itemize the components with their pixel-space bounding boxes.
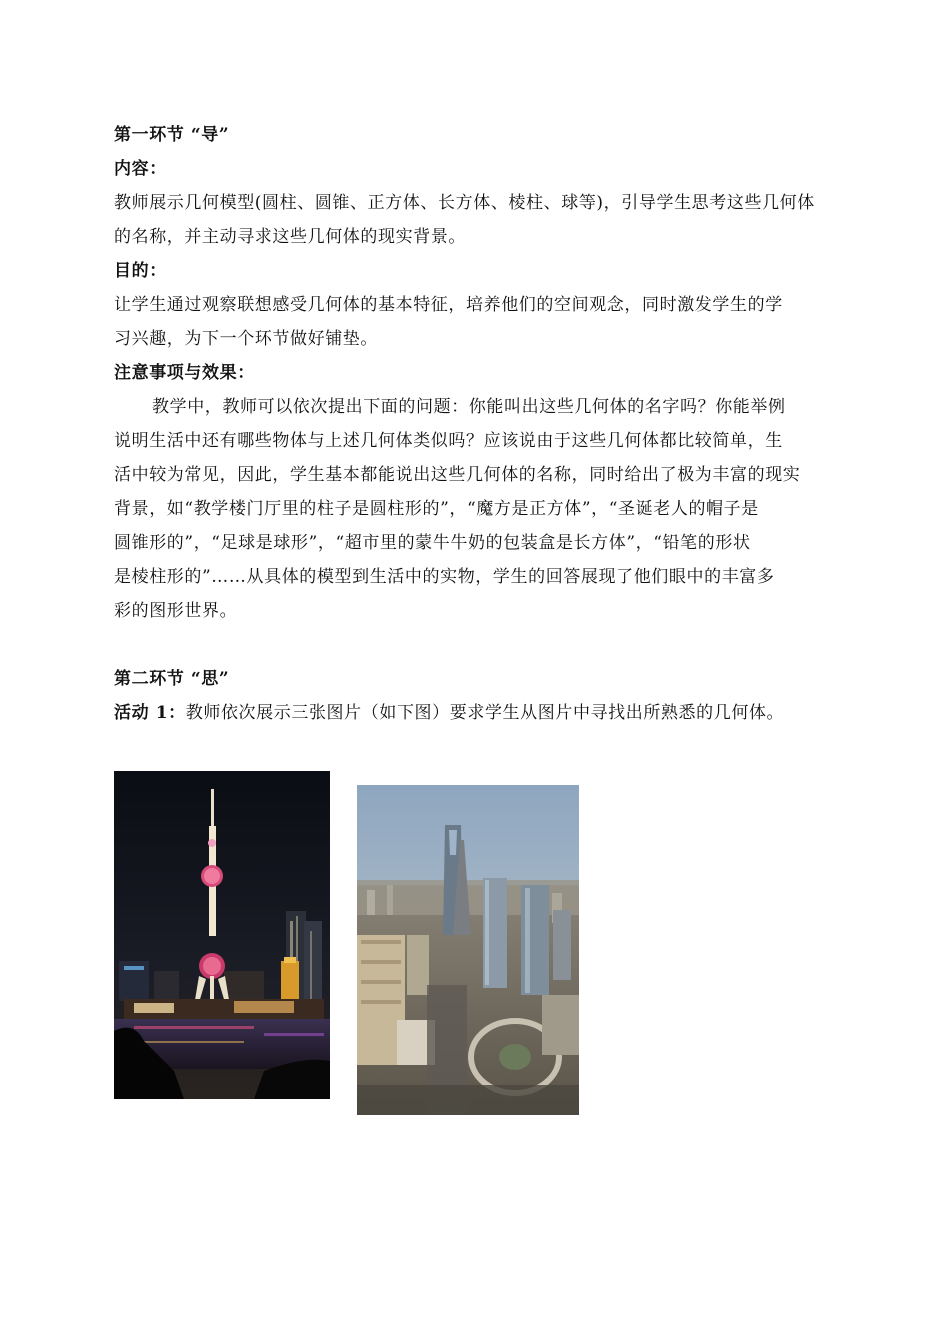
section-spacer — [114, 628, 838, 662]
night-skyline-image — [114, 771, 330, 1099]
activity-text: 教师依次展示三张图片（如下图）要求学生从图片中寻找出所熟悉的几何体。 — [185, 703, 785, 723]
notes-line-2: 说明生活中还有哪些物体与上述几何体类似吗？应该说由于这些几何体都比较简单，生 — [114, 431, 783, 451]
goal-label: 目的： — [114, 261, 167, 281]
notes-line-6: 是棱柱形的”……从具体的模型到生活中的实物，学生的回答展现了他们眼中的丰富多 — [114, 567, 775, 587]
activity-line — [114, 696, 838, 730]
notes-line-1: 教学中，教师可以依次提出下面的问题：你能叫出这些几何体的名字吗？你能举例 — [152, 397, 786, 417]
night-skyline-photo — [114, 771, 330, 1099]
section2-heading: 第二环节 “思” — [114, 669, 230, 689]
day-skyline-photo — [357, 785, 579, 1115]
goal-line-2: 习兴趣，为下一个环节做好铺垫。 — [114, 329, 378, 349]
content-label: 内容： — [114, 159, 167, 179]
notes-line-3: 活中较为常见，因此，学生基本都能说出这些几何体的名称，同时给出了极为丰富的现实 — [114, 465, 801, 485]
content-line-1: 教师展示几何模型(圆柱、圆锥、正方体、长方体、棱柱、球等)，引导学生思考这些几何体 — [114, 193, 815, 213]
section1-heading: 第一环节 “导” — [114, 125, 230, 145]
notes-line-5: 圆锥形的”，“足球是球形”，“超市里的蒙牛牛奶的包装盒是长方体”，“铅笔的形状 — [114, 533, 751, 553]
document-body — [114, 118, 838, 730]
goal-line-1: 让学生通过观察联想感受几何体的基本特征，培养他们的空间观念，同时激发学生的学 — [114, 295, 783, 315]
notes-line-7: 彩的图形世界。 — [114, 601, 238, 621]
content-line-2: 的名称，并主动寻求这些几何体的现实背景。 — [114, 227, 466, 247]
day-skyline-image — [357, 785, 579, 1115]
notes-label: 注意事项与效果： — [114, 363, 255, 383]
activity-label: 活动 1： — [114, 703, 186, 723]
notes-line-4: 背景，如“教学楼门厅里的柱子是圆柱形的”，“魔方是正方体”，“圣诞老人的帽子是 — [114, 499, 759, 519]
